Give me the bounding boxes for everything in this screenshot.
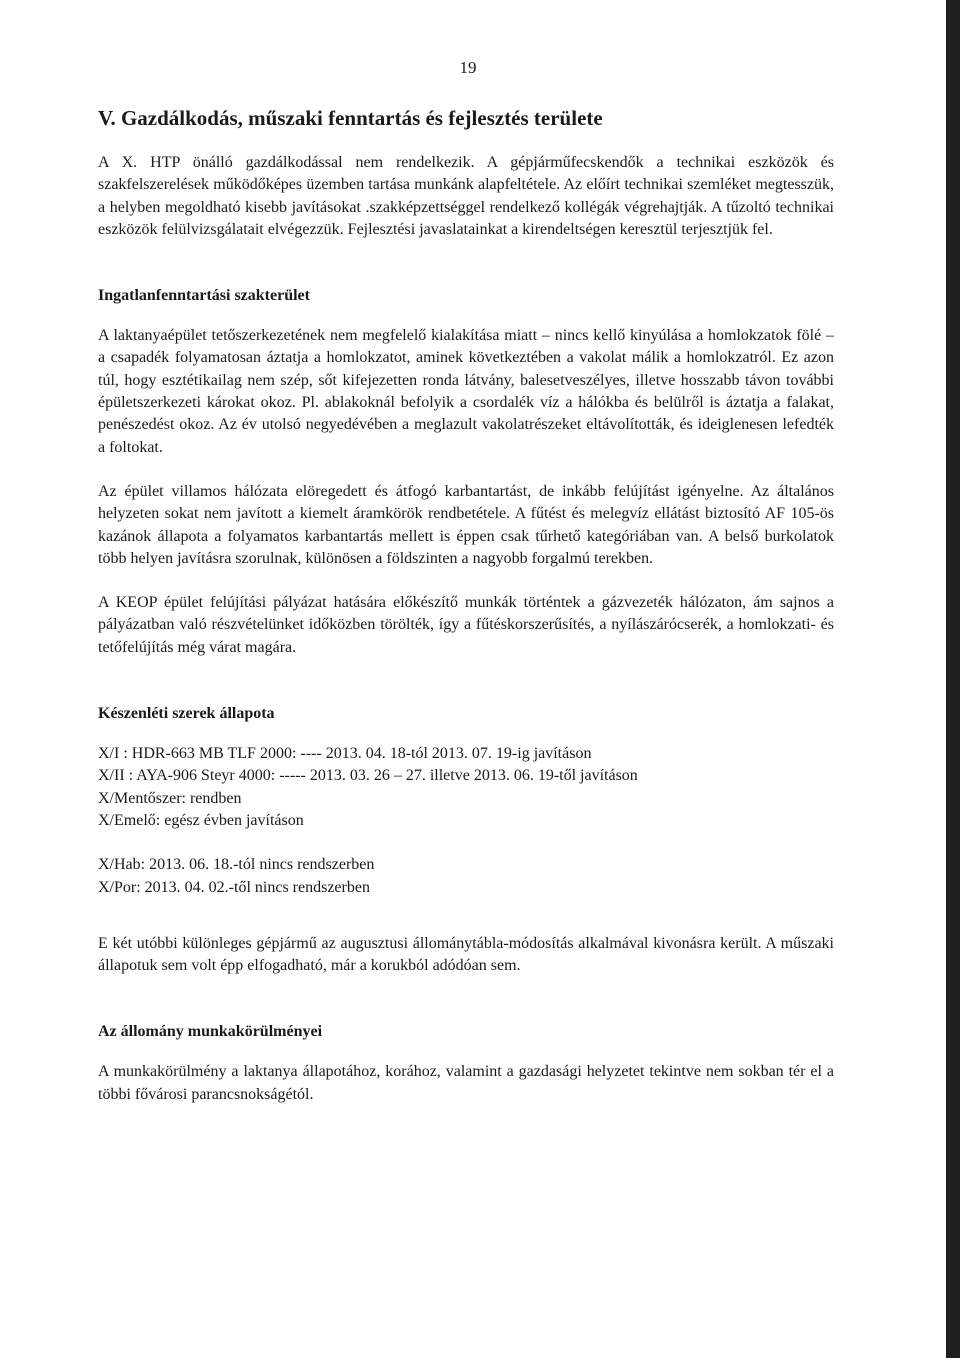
vehicle-status-line: X/Mentőszer: rendben <box>98 789 242 807</box>
vehicle-status-line: X/II : AYA-906 Steyr 4000: ----- 2013. 03. 26 – 27. illetve 2013. 06. 19-től javításon <box>98 767 638 785</box>
vehicle-status-line: X/Por: 2013. 04. 02.-től nincs rendszerben <box>98 878 370 896</box>
vehicle-list-2 <box>98 854 834 899</box>
section-heading-real-estate: Ingatlanfenntartási szakterület <box>98 287 310 305</box>
section-heading-conditions: Az állomány munkakörülményei <box>98 1023 323 1041</box>
conditions-paragraph: A munkakörülmény a laktanya állapotához, korához, valamint a gazdasági helyzetet tekintve nem sokban tér el a többi fővárosi parancsnokságétól. <box>98 1063 834 1103</box>
page-number: 19 <box>459 58 477 77</box>
readiness-note: E két utóbbi különleges gépjármű az augusztusi állománytábla-módosítás alkalmával kivonásra került. A műszaki állapotuk sem volt épp elfogadható, már a korukból adódóan sem. <box>98 934 834 975</box>
real-estate-paragraph-1: A laktanyaépület tetőszerkezetének nem megfelelő kialakítása miatt – nincs kellő kinyúlása a homlokzatok fölé – a csapadék folyamatosan áztatja a homlokzatot, aminek következtében a vakolat málik a homlokzatról. Ez azon túl, hogy esztétikailag nem szép, sőt kifejezetten ronda látvány, balesetveszélyes, illetve hosszabb távon további épületszerkezeti károkat okoz. Pl. ablakoknál befolyik a csordalék víz a hálókba és belülről is áztatja a falakat, penészedést okoz. Az év utolsó negyedévében a meglazult vakolatrészeket eltávolították, és ideiglenesen lefedték a foltokat. <box>98 327 834 456</box>
vehicle-list-1 <box>98 743 834 832</box>
real-estate-paragraph-2: Az épület villamos hálózata elöregedett és átfogó karbantartást, de inkább felújítást igényelne. Az általános helyzeten sokat nem javított a kiemelt áramkörök rendbetétele. A fűtést és melegvíz ellátást biztosító AF 105-ös kazánok állapota a folyamatos karbantartás mellett is éppen csak tűrhető kategóriában van. A belső burkolatok több helyen javításra szorulnak, különösen a földszinten a nagyobb forgalmú terekben. <box>98 482 834 567</box>
section-heading-readiness: Készenléti szerek állapota <box>98 705 275 723</box>
real-estate-paragraph-3: A KEOP épület felújítási pályázat hatására előkészítő munkák történtek a gázvezeték hálózaton, ám sajnos a pályázatban való részvételünket időközben törölték, így a fűtéskorszerűsítés, a nyílászárócserék, a homlokzati- és tetőfelújítás még várat magára. <box>98 594 834 656</box>
chapter-title: V. Gazdálkodás, műszaki fenntartás és fejlesztés területe <box>98 106 603 130</box>
intro-paragraph: A X. HTP önálló gazdálkodással nem rendelkezik. A gépjárműfecskendők a technikai eszközök és szakfelszerelések működőképes üzemben tartása munkánk alapfeltétele. Az előírt technikai szemléket megtesszük, a helyben megoldható kisebb javításokat .szakképzettséggel rendelkező kollégák végrehajtják. A tűzoltó technikai eszközök felülvizsgálatait elvégezzük. Fejlesztési javaslatainkat a kirendeltségen keresztül terjesztjük fel. <box>98 154 834 238</box>
vehicle-status-line: X/Emelő: egész évben javításon <box>98 811 304 829</box>
scan-edge-bar <box>946 0 960 1358</box>
vehicle-status-line: X/Hab: 2013. 06. 18.-tól nincs rendszerben <box>98 856 375 874</box>
page-content <box>98 104 834 1106</box>
vehicle-status-line: X/I : HDR-663 MB TLF 2000: ---- 2013. 04. 18-tól 2013. 07. 19-ig javításon <box>98 745 592 763</box>
